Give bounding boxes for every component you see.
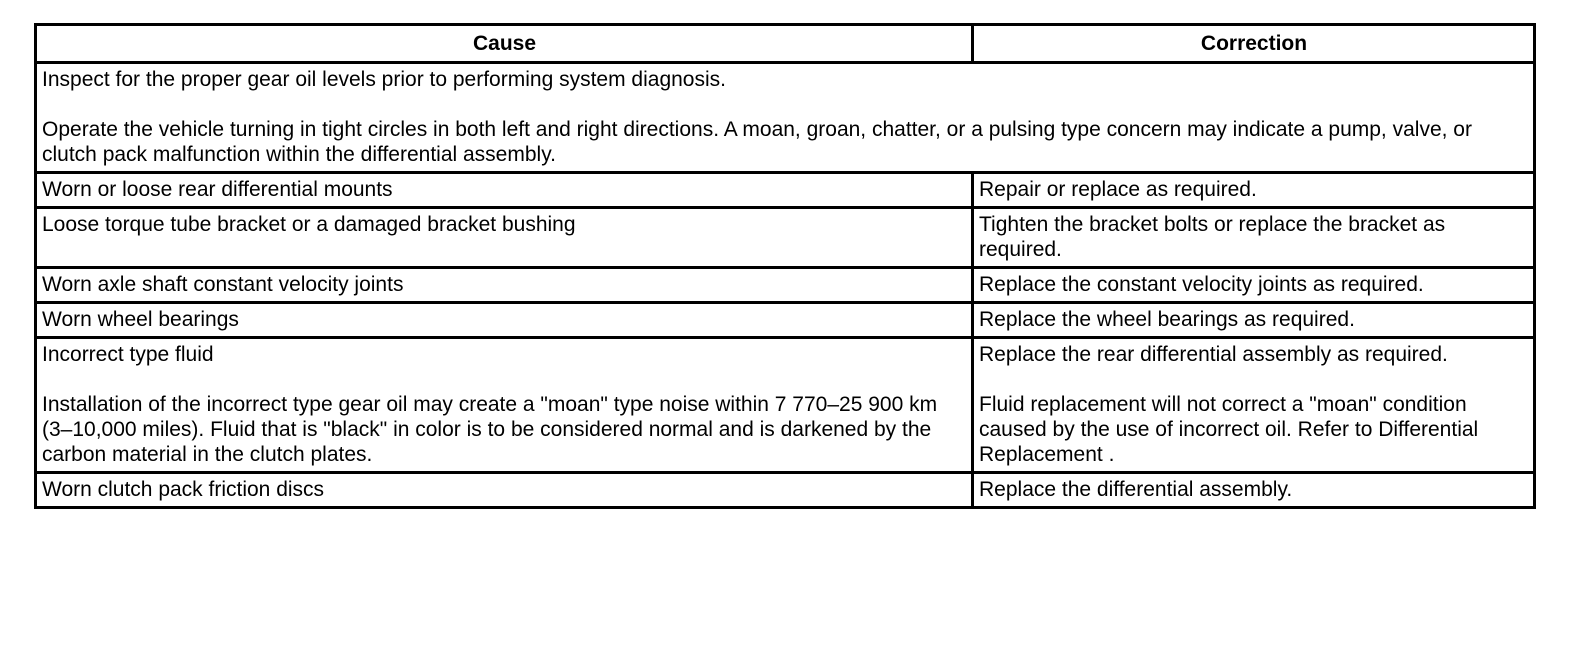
correction-cell: Replace the constant velocity joints as required. bbox=[973, 268, 1535, 303]
table-row bbox=[36, 208, 1535, 268]
correction-cell: Repair or replace as required. bbox=[973, 173, 1535, 208]
intro-line-2: Operate the vehicle turning in tight circles in both left and right directions. A moan, groan, chatter, or a pulsing type concern may indicate a pump, valve, or clutch pack malfunction within the differential assembly. bbox=[42, 118, 1472, 166]
correction-cell: Replace the wheel bearings as required. bbox=[973, 303, 1535, 338]
correction-cell bbox=[973, 338, 1535, 473]
intro-cell bbox=[36, 63, 1535, 173]
cause-detail: Installation of the incorrect type gear oil may create a "moan" type noise within 7 770–25 900 km (3–10,000 miles). Fluid that is "black" in color is to be considered normal and is darkened by the carbon material in the clutch plates. bbox=[42, 393, 938, 466]
header-row bbox=[36, 25, 1535, 63]
table-row bbox=[36, 268, 1535, 303]
cause-header: Cause bbox=[36, 25, 973, 63]
intro-row bbox=[36, 63, 1535, 173]
correction-cell: Replace the differential assembly. bbox=[973, 473, 1535, 508]
correction-detail: Fluid replacement will not correct a "moan" condition caused by the use of incorrect oil. Refer to Differential Replacement . bbox=[979, 393, 1479, 466]
correction-title: Replace the rear differential assembly as required. bbox=[979, 343, 1448, 366]
correction-cell: Tighten the bracket bolts or replace the bracket as required. bbox=[973, 208, 1535, 268]
table-row bbox=[36, 173, 1535, 208]
diagnostic-table bbox=[34, 23, 1536, 509]
table-row bbox=[36, 338, 1535, 473]
cause-cell: Worn axle shaft constant velocity joints bbox=[36, 268, 973, 303]
table-row bbox=[36, 473, 1535, 508]
correction-header: Correction bbox=[973, 25, 1535, 63]
cause-cell bbox=[36, 338, 973, 473]
intro-line-1: Inspect for the proper gear oil levels prior to performing system diagnosis. bbox=[42, 68, 726, 91]
cause-cell: Loose torque tube bracket or a damaged bracket bushing bbox=[36, 208, 973, 268]
table-row bbox=[36, 303, 1535, 338]
cause-cell: Worn clutch pack friction discs bbox=[36, 473, 973, 508]
cause-cell: Worn or loose rear differential mounts bbox=[36, 173, 973, 208]
cause-cell: Worn wheel bearings bbox=[36, 303, 973, 338]
cause-title: Incorrect type fluid bbox=[42, 343, 214, 366]
